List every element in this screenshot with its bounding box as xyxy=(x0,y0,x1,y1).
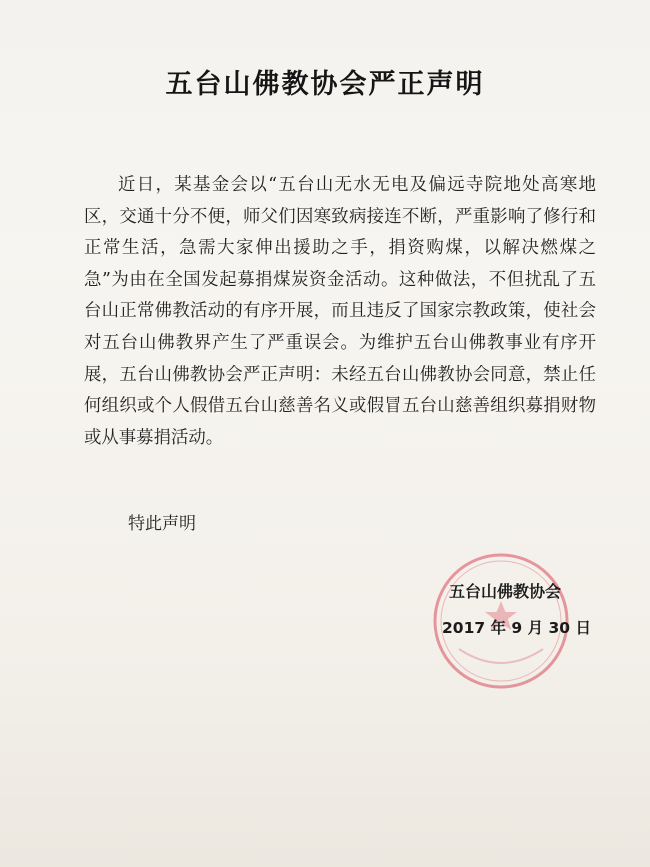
document-title: 五台山佛教协会严正声明 xyxy=(165,69,485,100)
statement-body: 近日，某基金会以“五台山无水无电及偏远寺院地处高寒地区，交通十分不便，师父们因寒致病接连不断，严重影响了修行和正常生活，急需大家伸出援助之手，捐资购煤，以解决燃煤之急”为由在全国发起募捐煤炭资金活动。这种做法，不但扰乱了五台山正常佛教活动的有序开展，而且违反了国家宗教政策，使社会对五台山佛教界产生了严重误会。为维护五台山佛教事业有序开展，五台山佛教协会严正声明：未经五台山佛教协会同意，禁止任何组织或个人假借五台山慈善名义或假冒五台山慈善组织募捐财物或从事募捐活动。 xyxy=(84,175,596,448)
signature-date: 2017 年 9 月 30 日 xyxy=(442,619,591,637)
closing-line: 特此声明 xyxy=(128,514,196,534)
signature-organization: 五台山佛教协会 xyxy=(449,582,562,601)
